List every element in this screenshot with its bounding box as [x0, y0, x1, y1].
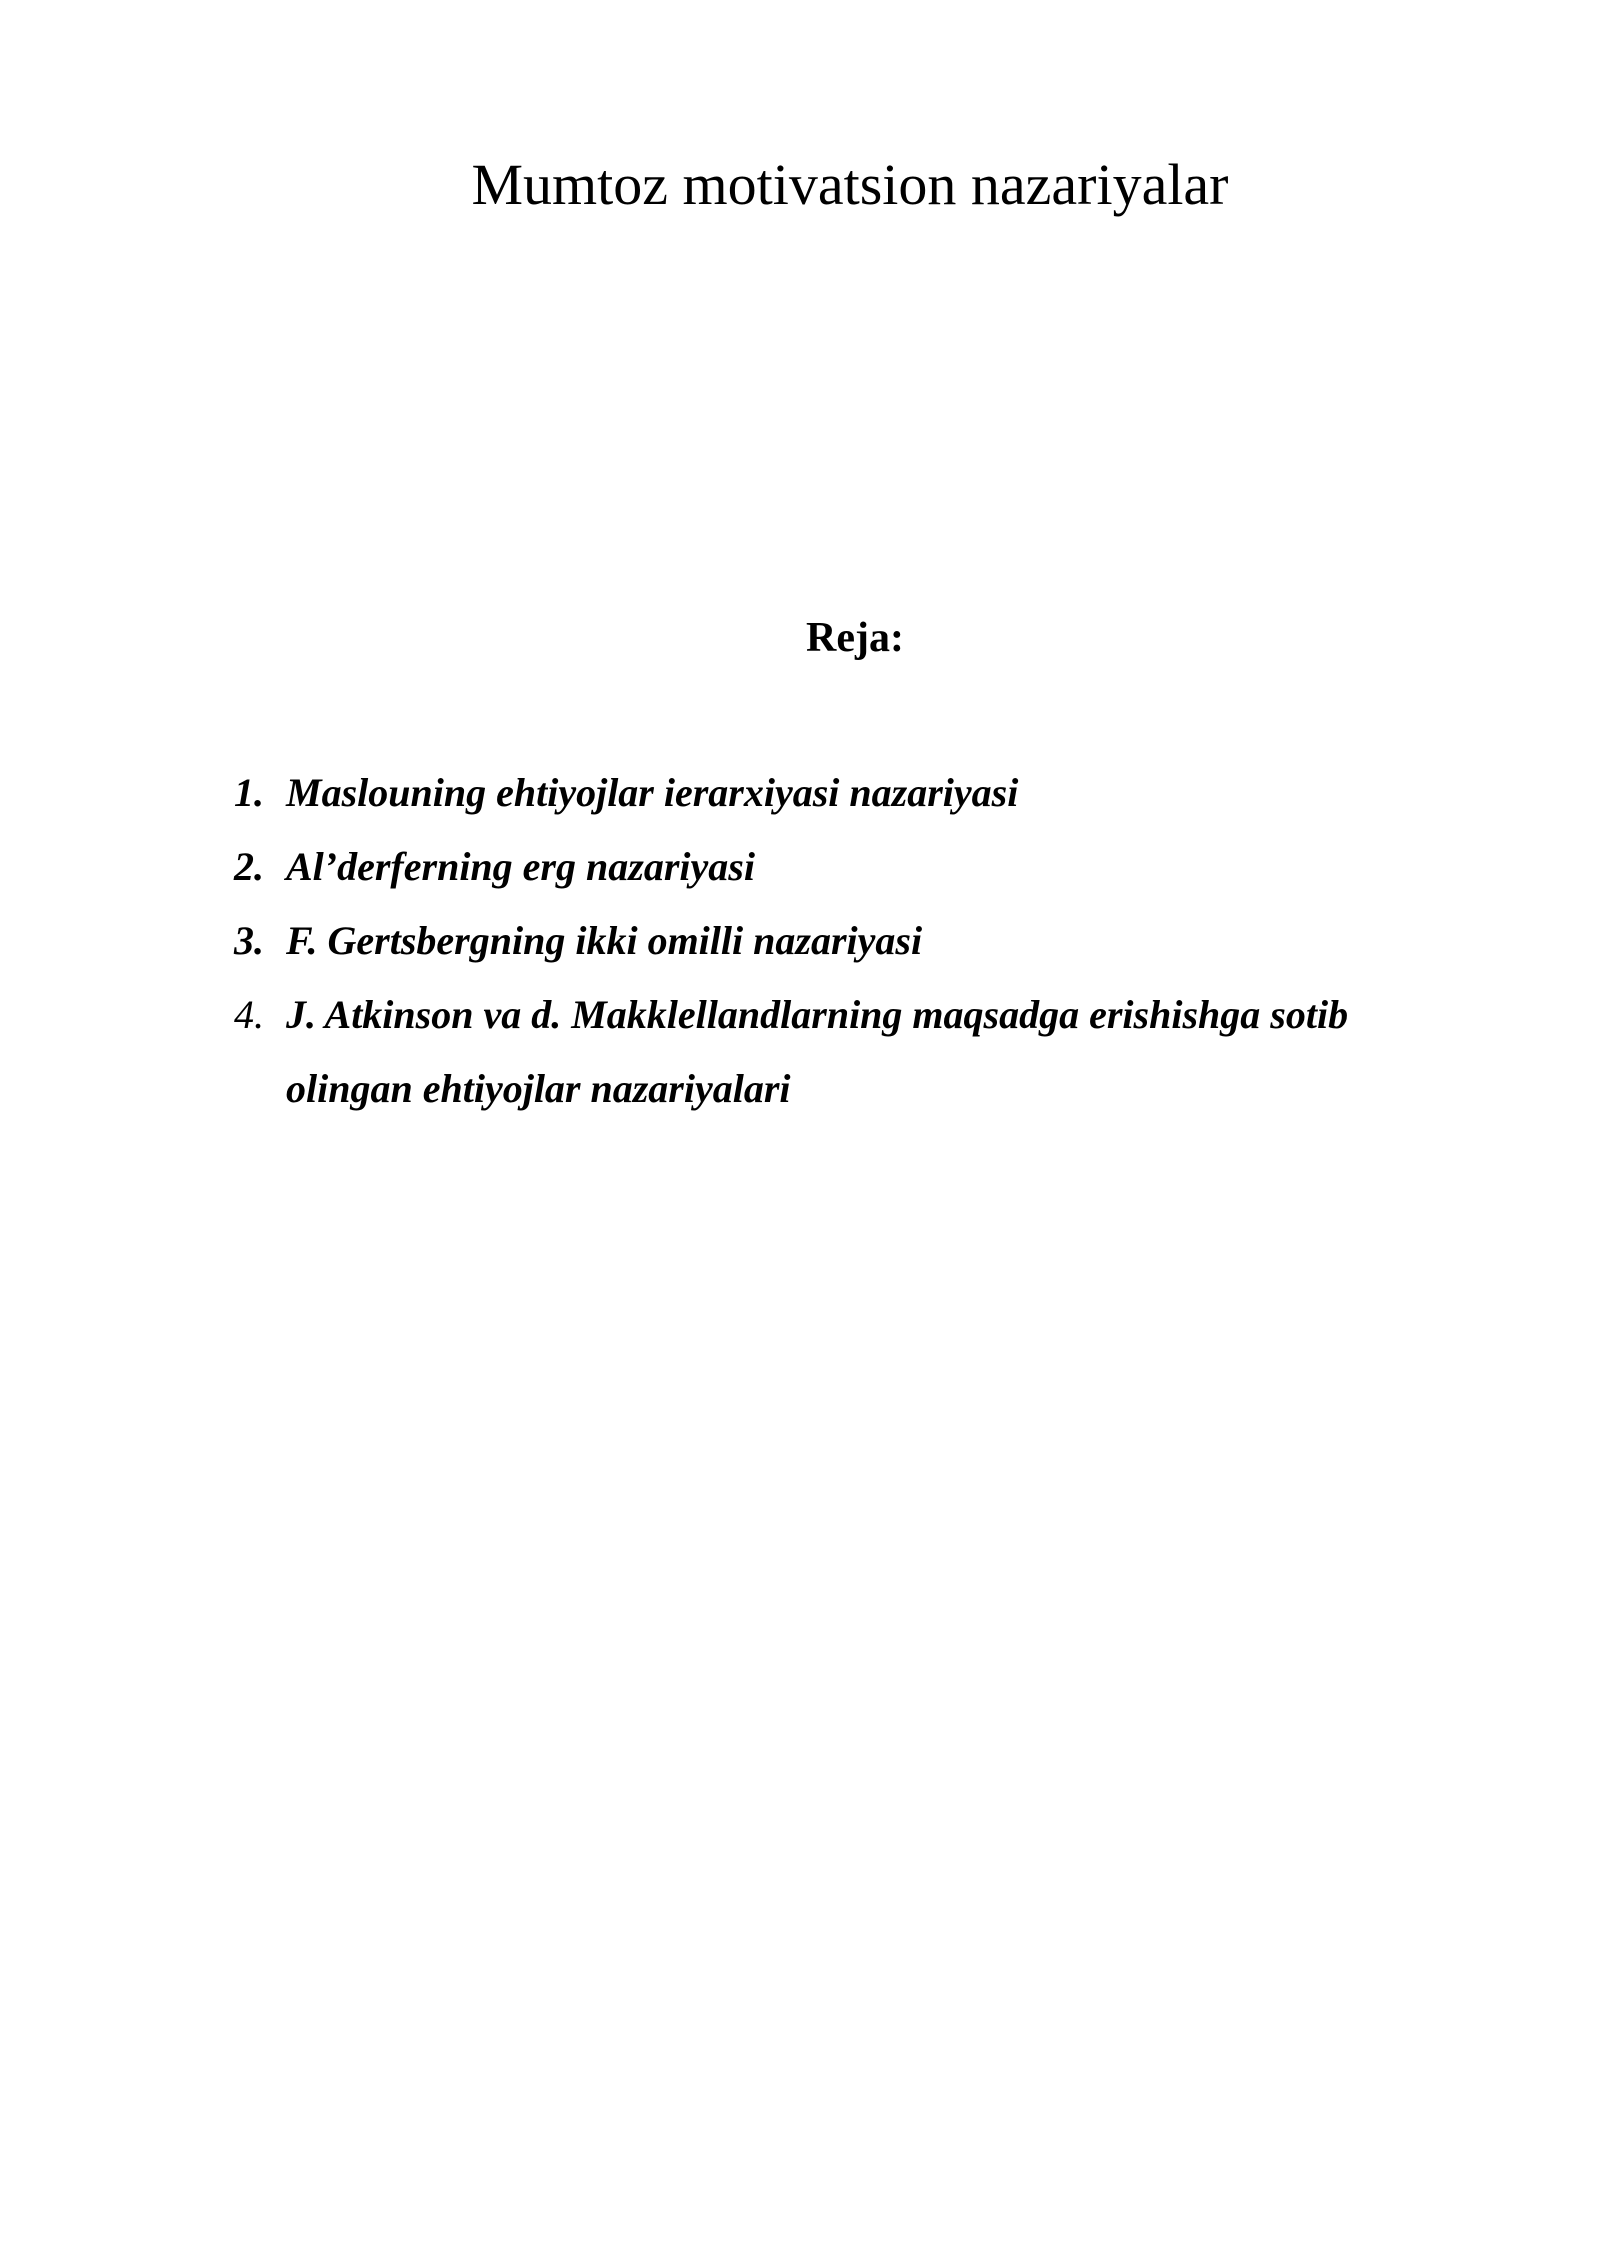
plan-heading: Reja:: [806, 615, 904, 661]
plan-list: [234, 756, 1434, 1126]
plan-item-text: J. Atkinson va d. Makklellandlarning maqsadga erishishga sotib olingan ehtiyojlar nazariyalari: [286, 992, 1349, 1111]
plan-item: [234, 978, 1434, 1126]
plan-item-number: 3.: [234, 918, 264, 963]
plan-item: [234, 756, 1434, 830]
plan-item-number: 4.: [234, 992, 264, 1037]
document-title: Mumtoz motivatsion nazariyalar: [471, 152, 1229, 217]
plan-item-text: F. Gertsbergning ikki omilli nazariyasi: [286, 918, 923, 963]
plan-item-number: 2.: [234, 844, 264, 889]
plan-item: [234, 830, 1434, 904]
plan-item-text: Maslouning ehtiyojlar ierarxiyasi nazariyasi: [286, 770, 1019, 815]
plan-item-number: 1.: [234, 770, 264, 815]
plan-item-text: Al’derferning erg nazariyasi: [286, 844, 755, 889]
plan-item: [234, 904, 1434, 978]
